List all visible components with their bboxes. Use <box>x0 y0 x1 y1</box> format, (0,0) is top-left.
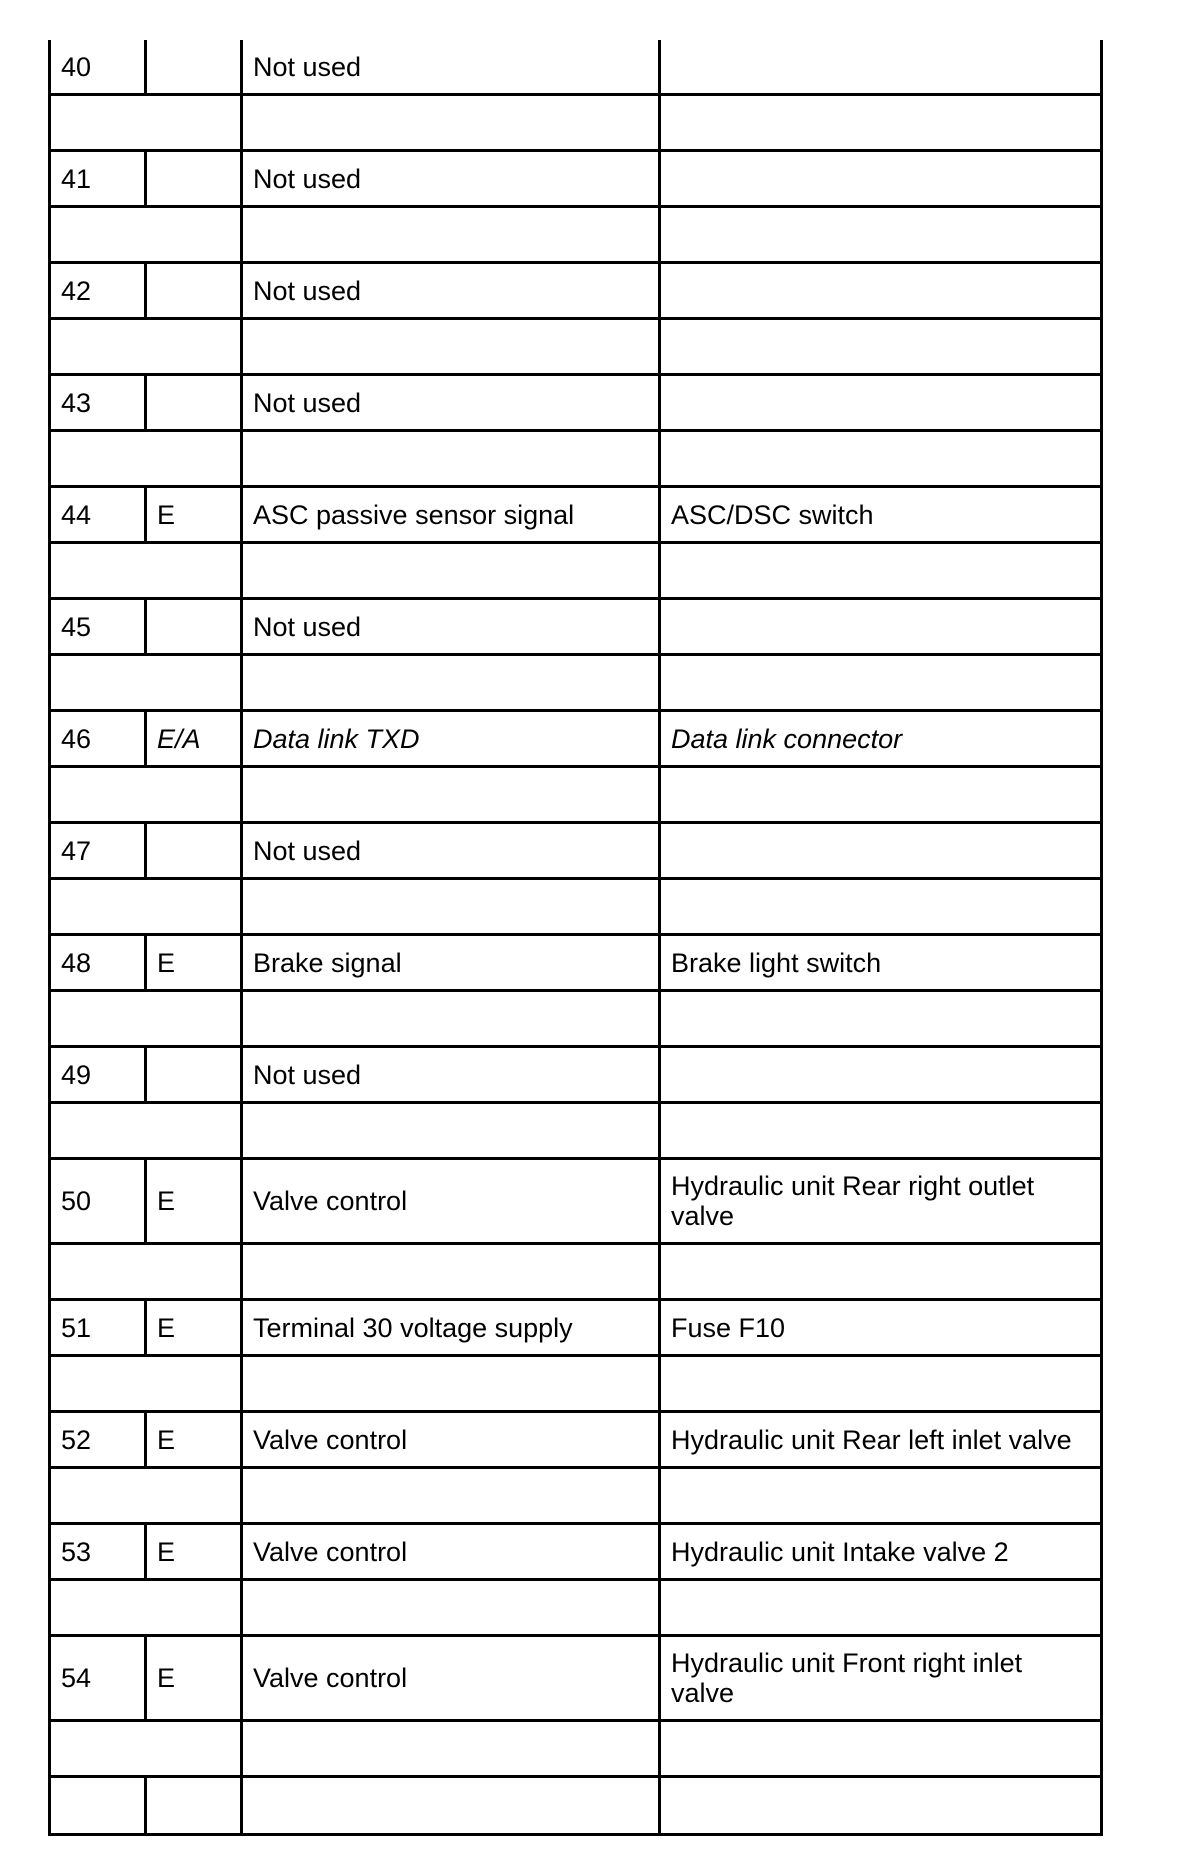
table-row <box>50 1636 1102 1721</box>
pin-number-cell: 44 <box>50 487 146 543</box>
destination-cell <box>660 823 1102 879</box>
function-cell: Valve control <box>242 1159 660 1244</box>
signal-type-cell <box>146 263 242 319</box>
spacer-cell <box>242 207 660 263</box>
table-row <box>50 599 1102 655</box>
pin-number-cell: 41 <box>50 151 146 207</box>
spacer-cell <box>660 1356 1102 1412</box>
signal-type-cell: E <box>146 1636 242 1721</box>
spacer-cell <box>242 1244 660 1300</box>
pin-number-cell: 40 <box>50 40 146 95</box>
signal-type-cell: E <box>146 1412 242 1468</box>
function-cell: Not used <box>242 1047 660 1103</box>
spacer-cell <box>660 319 1102 375</box>
signal-type-cell <box>146 151 242 207</box>
spacer-cell <box>242 1721 660 1777</box>
signal-type-cell: E/A <box>146 711 242 767</box>
table-row-partial <box>50 1777 1102 1835</box>
destination-cell <box>660 263 1102 319</box>
pin-number-cell: 48 <box>50 935 146 991</box>
empty-cell <box>146 1777 242 1835</box>
spacer-row <box>50 95 1102 151</box>
spacer-cell <box>660 991 1102 1047</box>
spacer-cell <box>242 1356 660 1412</box>
spacer-cell <box>242 95 660 151</box>
empty-cell <box>660 1777 1102 1835</box>
spacer-cell <box>660 95 1102 151</box>
signal-type-cell: E <box>146 935 242 991</box>
destination-cell <box>660 1047 1102 1103</box>
spacer-row <box>50 1356 1102 1412</box>
spacer-row <box>50 1721 1102 1777</box>
destination-cell <box>660 375 1102 431</box>
signal-type-cell <box>146 1047 242 1103</box>
spacer-row <box>50 1468 1102 1524</box>
destination-cell: Data link connector <box>660 711 1102 767</box>
destination-cell: ASC/DSC switch <box>660 487 1102 543</box>
function-cell: Terminal 30 voltage supply <box>242 1300 660 1356</box>
spacer-row <box>50 207 1102 263</box>
table-row <box>50 40 1102 95</box>
spacer-cell <box>242 879 660 935</box>
spacer-cell <box>242 1468 660 1524</box>
table-row <box>50 151 1102 207</box>
function-cell: Brake signal <box>242 935 660 991</box>
spacer-cell <box>660 1580 1102 1636</box>
spacer-cell <box>242 543 660 599</box>
destination-cell <box>660 599 1102 655</box>
spacer-row <box>50 767 1102 823</box>
function-cell: Not used <box>242 375 660 431</box>
destination-cell: Hydraulic unit Front right inlet valve <box>660 1636 1102 1721</box>
table-row <box>50 1047 1102 1103</box>
pin-number-cell: 54 <box>50 1636 146 1721</box>
pin-number-cell: 47 <box>50 823 146 879</box>
table-body <box>50 40 1102 1835</box>
spacer-row <box>50 879 1102 935</box>
spacer-row <box>50 655 1102 711</box>
spacer-cell <box>660 543 1102 599</box>
signal-type-cell: E <box>146 1524 242 1580</box>
empty-cell <box>50 1777 146 1835</box>
spacer-cell <box>50 1468 242 1524</box>
spacer-cell <box>242 431 660 487</box>
spacer-row <box>50 431 1102 487</box>
spacer-cell <box>50 655 242 711</box>
pin-number-cell: 51 <box>50 1300 146 1356</box>
table-row <box>50 1159 1102 1244</box>
spacer-cell <box>50 1244 242 1300</box>
spacer-cell <box>242 1103 660 1159</box>
spacer-row <box>50 319 1102 375</box>
spacer-cell <box>660 1468 1102 1524</box>
spacer-cell <box>242 767 660 823</box>
pin-number-cell: 42 <box>50 263 146 319</box>
function-cell: Valve control <box>242 1412 660 1468</box>
signal-type-cell: E <box>146 1300 242 1356</box>
pin-number-cell: 50 <box>50 1159 146 1244</box>
table-row <box>50 375 1102 431</box>
spacer-cell <box>660 1244 1102 1300</box>
spacer-cell <box>660 879 1102 935</box>
spacer-cell <box>660 767 1102 823</box>
function-cell: ASC passive sensor signal <box>242 487 660 543</box>
table-row <box>50 823 1102 879</box>
function-cell: Not used <box>242 823 660 879</box>
spacer-cell <box>242 655 660 711</box>
spacer-row <box>50 543 1102 599</box>
signal-type-cell: E <box>146 487 242 543</box>
spacer-cell <box>50 1721 242 1777</box>
spacer-row <box>50 1580 1102 1636</box>
spacer-cell <box>660 431 1102 487</box>
table-row <box>50 263 1102 319</box>
spacer-cell <box>50 767 242 823</box>
pin-number-cell: 53 <box>50 1524 146 1580</box>
function-cell: Valve control <box>242 1636 660 1721</box>
spacer-cell <box>50 95 242 151</box>
spacer-cell <box>242 319 660 375</box>
pin-number-cell: 43 <box>50 375 146 431</box>
spacer-cell <box>50 1103 242 1159</box>
spacer-cell <box>50 879 242 935</box>
destination-cell: Hydraulic unit Rear right outlet valve <box>660 1159 1102 1244</box>
table-row <box>50 1412 1102 1468</box>
function-cell: Not used <box>242 40 660 95</box>
pin-number-cell: 46 <box>50 711 146 767</box>
spacer-cell <box>660 1103 1102 1159</box>
signal-type-cell: E <box>146 1159 242 1244</box>
function-cell: Not used <box>242 599 660 655</box>
spacer-cell <box>242 991 660 1047</box>
function-cell: Not used <box>242 263 660 319</box>
signal-type-cell <box>146 40 242 95</box>
empty-cell <box>242 1777 660 1835</box>
function-cell: Not used <box>242 151 660 207</box>
spacer-row <box>50 1244 1102 1300</box>
spacer-cell <box>50 1580 242 1636</box>
function-cell: Data link TXD <box>242 711 660 767</box>
table-row <box>50 1300 1102 1356</box>
spacer-cell <box>660 207 1102 263</box>
spacer-cell <box>50 991 242 1047</box>
spacer-cell <box>660 655 1102 711</box>
spacer-cell <box>50 431 242 487</box>
table-row <box>50 487 1102 543</box>
spacer-row <box>50 1103 1102 1159</box>
table-row <box>50 935 1102 991</box>
spacer-cell <box>242 1580 660 1636</box>
destination-cell: Hydraulic unit Rear left inlet valve <box>660 1412 1102 1468</box>
destination-cell: Hydraulic unit Intake valve 2 <box>660 1524 1102 1580</box>
spacer-cell <box>50 207 242 263</box>
spacer-cell <box>50 1356 242 1412</box>
signal-type-cell <box>146 599 242 655</box>
table-row <box>50 1524 1102 1580</box>
pin-number-cell: 52 <box>50 1412 146 1468</box>
function-cell: Valve control <box>242 1524 660 1580</box>
pin-assignment-table <box>48 40 1103 1836</box>
signal-type-cell <box>146 823 242 879</box>
spacer-cell <box>50 543 242 599</box>
destination-cell: Brake light switch <box>660 935 1102 991</box>
destination-cell <box>660 151 1102 207</box>
pin-number-cell: 49 <box>50 1047 146 1103</box>
table-row <box>50 711 1102 767</box>
spacer-row <box>50 991 1102 1047</box>
destination-cell <box>660 40 1102 95</box>
destination-cell: Fuse F10 <box>660 1300 1102 1356</box>
spacer-cell <box>660 1721 1102 1777</box>
spacer-cell <box>50 319 242 375</box>
signal-type-cell <box>146 375 242 431</box>
pin-number-cell: 45 <box>50 599 146 655</box>
